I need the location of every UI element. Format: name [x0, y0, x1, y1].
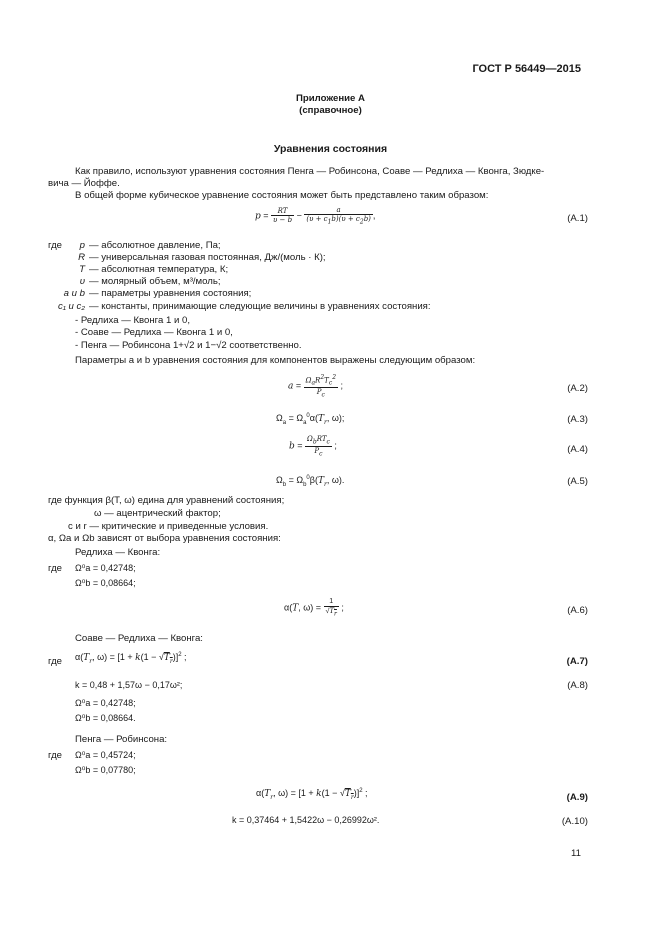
definition-symbol: p [79, 240, 85, 251]
definition-symbol: T [79, 264, 85, 275]
equation-number: (A.7) [566, 656, 588, 667]
equation-number: (A.8) [567, 680, 588, 691]
dependency-note: α, Ωa и Ωb зависят от выбора уравнения состояния: [48, 533, 281, 544]
srk-omega-a: Ω⁰a = 0,42748; [75, 698, 136, 708]
rk-title: Редлиха — Квонга: [75, 547, 161, 558]
equation-number: (A.5) [567, 476, 588, 487]
equation-a2: a = $\frac{\Omega_aR^2T_c^2}{P_c}$ ; [288, 374, 344, 399]
where-label: где [48, 656, 63, 667]
page-number: 11 [571, 848, 581, 859]
intro-line-2: вича — Йоффе. [48, 178, 120, 189]
definition-text: — абсолютная температура, К; [89, 264, 229, 275]
equation-number: (A.6) [567, 605, 588, 616]
definition-text: — универсальная газовая постоянная, Дж/(моль · К); [89, 252, 326, 263]
pr-title: Пенга — Робинсона: [75, 734, 168, 745]
definition-symbol: a и b [63, 288, 85, 299]
pr-omega-b: Ω⁰b = 0,07780; [75, 765, 136, 775]
where-label: где [48, 750, 63, 761]
definition-text: — параметры уравнения состояния; [89, 288, 252, 299]
equation-number: (A.3) [567, 414, 588, 425]
definition-text: — молярный объем, м³/моль; [89, 276, 221, 287]
equation-number: (A.10) [561, 816, 588, 827]
equation-number: (A.4) [567, 444, 588, 455]
appendix-title: Приложение А [296, 93, 365, 104]
constants-item: - Редлиха — Квонга 1 и 0, [75, 315, 190, 326]
definition-text: — константы, принимающие следующие величины в уравнениях состояния: [89, 301, 431, 312]
where-label: где [48, 563, 63, 574]
document-code: ГОСТ Р 56449—2015 [472, 63, 581, 75]
pr-k: k = 0,37464 + 1,5422ω − 0,26992ω². [232, 815, 380, 825]
definition-symbol: c₁ и c₂ [58, 301, 85, 312]
definition-symbol: υ [79, 276, 85, 287]
intro-paragraph-2: В общей форме кубическое уравнение состояния может быть представлено таким образом: [75, 190, 489, 201]
equation-number: (A.2) [567, 383, 588, 394]
equation-a4: b = $\frac{\Omega_bRT_c}{P_c}$ ; [289, 435, 337, 457]
rk-omega-b: Ω⁰b = 0,08664; [75, 578, 136, 588]
srk-omega-b: Ω⁰b = 0,08664. [75, 713, 136, 723]
intro-line-1: Как правило, используют уравнения состояния Пенга — Робинсона, Соаве — Редлиха — Квонга, Зюдке- [75, 166, 545, 177]
section-title: Уравнения состояния [273, 143, 388, 155]
equation-a5: $\Omega_b = \Omega_b^0\beta(T_r$, ω). [276, 475, 345, 488]
equation-number: (A.1) [567, 213, 588, 224]
pr-omega-a: Ω⁰a = 0,45724; [75, 750, 136, 760]
function-note: где функция β(T, ω) едина для уравнений состояния; [48, 495, 285, 506]
rk-omega-a: Ω⁰a = 0,42748; [75, 563, 136, 573]
params-intro: Параметры a и b уравнения состояния для компонентов выражены следующим образом: [75, 355, 476, 366]
appendix-subtitle: (справочное) [299, 105, 362, 116]
constants-item: - Соаве — Редлиха — Квонга 1 и 0, [75, 327, 233, 338]
srk-k: k = 0,48 + 1,57ω − 0,17ω²; [75, 680, 183, 690]
equation-a7: $\alpha(T_r$, $\omega) = [1 + k(1 - √T_r)]^2$ ; [75, 652, 187, 665]
equation-a6: α(T, ω) = $\frac{1}{√T_r}$ ; [284, 598, 344, 618]
srk-title: Соаве — Редлиха — Квонга: [75, 633, 203, 644]
equation-a1: p = $\frac{RT}{\upsilon - b}$ − $\frac{a}{(\upsilon + c_1b)(\upsilon + c_2b)}$ , [255, 206, 376, 226]
omega-definition: ω — ацентрический фактор; [94, 508, 221, 519]
equation-a9: $\alpha(T_r$, $\omega) = [1 + k(1 - √T_r)]^2$ ; [256, 788, 368, 801]
where-label: где [48, 240, 63, 251]
definition-symbol: R [78, 252, 85, 263]
equation-number: (A.9) [566, 792, 588, 803]
constants-item: - Пенга — Робинсона 1+√2 и 1−√2 соответственно. [75, 340, 302, 351]
equation-a3: $\Omega_a = \Omega_a^0\alpha(T_r$, ω); [276, 413, 345, 426]
definition-text: — абсолютное давление, Па; [89, 240, 221, 251]
cr-definition: c и r — критические и приведенные условия. [68, 521, 269, 532]
